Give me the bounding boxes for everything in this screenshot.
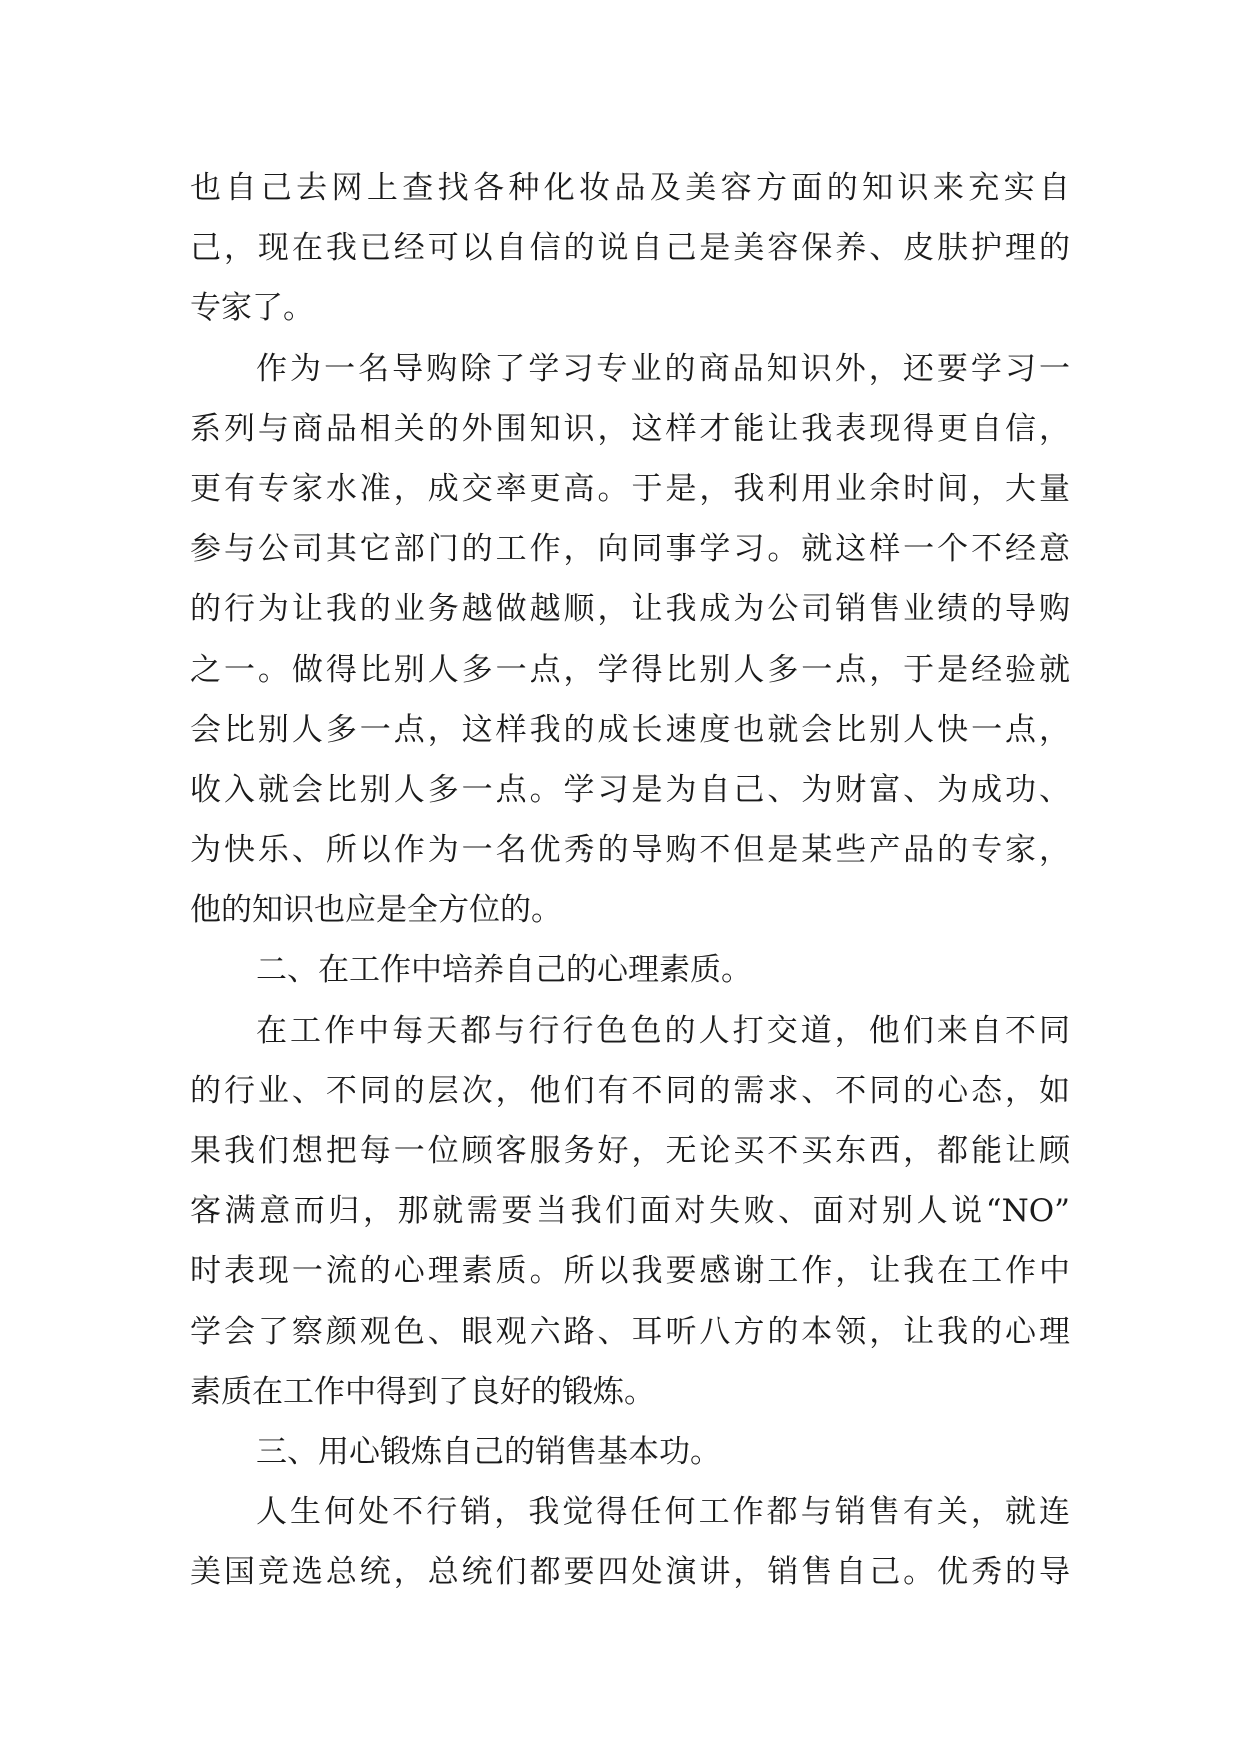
text-line: 果我们想把每一位顾客服务好，无论买不买东西，都能让顾 (190, 1133, 1070, 1169)
text-line: 学会了察颜观色、眼观六路、耳听八方的本领，让我的心理 (190, 1313, 1070, 1350)
section-heading: 二、在工作中培养自己的心理素质。 (256, 952, 752, 989)
text-line: 更有专家水准，成交率更高。于是，我利用业余时间，大量 (190, 470, 1070, 507)
text-line: 参与公司其它部门的工作，向同事学习。就这样一个不经意 (190, 531, 1070, 568)
text-line: 系列与商品相关的外围知识，这样才能让我表现得更自信， (190, 410, 1070, 447)
text-line: 收入就会比别人多一点。学习是为自己、为财富、为成功、 (190, 771, 1070, 808)
text-line: 之一。做得比别人多一点，学得比别人多一点，于是经验就 (190, 651, 1070, 688)
text-line: 也自己去网上查找各种化妆品及美容方面的知识来充实自 (190, 170, 1070, 206)
text-line: 客满意而归，那就需要当我们面对失败、面对别人说“NO” (190, 1193, 1070, 1230)
text-line: 己，现在我已经可以自信的说自己是美容保养、皮肤护理的 (190, 230, 1070, 267)
section-heading: 三、用心锻炼自己的销售基本功。 (256, 1433, 721, 1470)
text-line: 的行业、不同的层次，他们有不同的需求、不同的心态，如 (190, 1072, 1070, 1109)
text-line: 时表现一流的心理素质。所以我要感谢工作，让我在工作中 (190, 1253, 1070, 1290)
text-line: 的行为让我的业务越做越顺，让我成为公司销售业绩的导购 (190, 591, 1070, 628)
document-body (190, 158, 1070, 1603)
text-line: 专家了。 (190, 290, 314, 327)
paragraph-start-line: 人生何处不行销，我觉得任何工作都与销售有关，就连 (256, 1494, 1070, 1531)
text-line: 会比别人多一点，这样我的成长速度也就会比别人快一点， (190, 711, 1070, 748)
text-line: 素质在工作中得到了良好的锻炼。 (190, 1373, 655, 1410)
paragraph-start-line: 作为一名导购除了学习专业的商品知识外，还要学习一 (256, 350, 1070, 387)
paragraph-start-line: 在工作中每天都与行行色色的人打交道，他们来自不同 (256, 1012, 1070, 1049)
text-line: 为快乐、所以作为一名优秀的导购不但是某些产品的专家， (190, 832, 1070, 869)
text-line: 他的知识也应是全方位的。 (190, 892, 562, 929)
text-line: 美国竞选总统，总统们都要四处演讲，销售自己。优秀的导 (190, 1554, 1070, 1591)
